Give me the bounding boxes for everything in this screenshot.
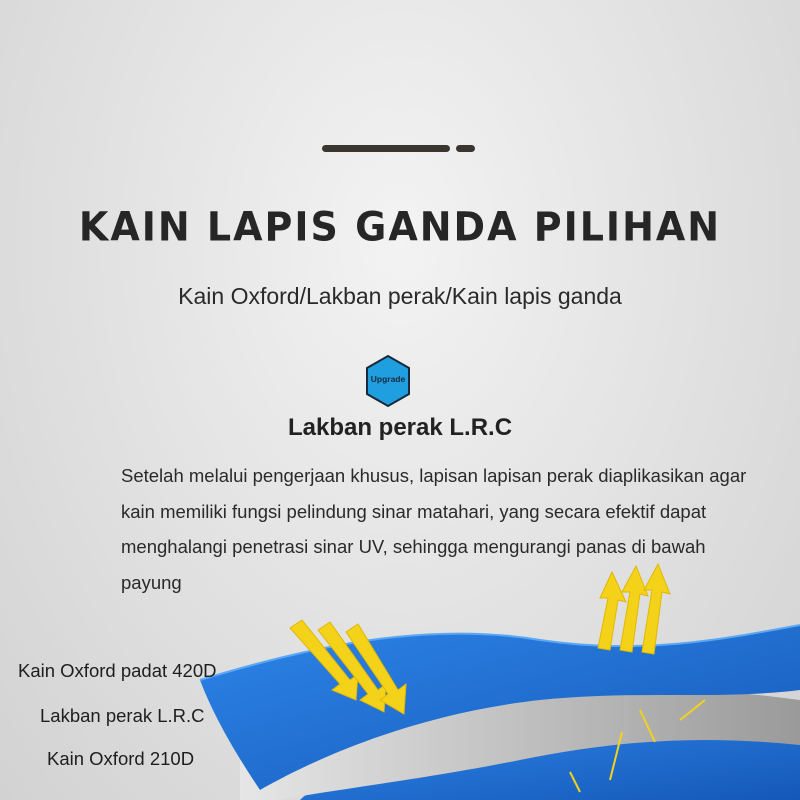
section-description: Setelah melalui pengerjaan khusus, lapisan lapisan perak diaplikasikan agar kain memiliki fungsi pelindung sinar matahari, yang secara efektif dapat menghalangi penetrasi sinar UV, sehingga mengurangi panas di bawah payung [121,465,747,593]
reflected-sun-ray-arrows [598,564,670,654]
layer-label-oxford-210d: Kain Oxford 210D [47,748,195,769]
page-title: KAIN LAPIS GANDA PILIHAN [78,203,722,251]
layer-label-oxford-420d: Kain Oxford padat 420D [18,660,217,681]
layer-label-lrc: Lakban perak L.R.C [40,705,205,726]
section-title: Lakban perak L.R.C [287,414,513,441]
upgrade-badge-label: Upgrade [370,374,406,384]
page-subtitle: Kain Oxford/Lakban perak/Kain lapis ganda [178,283,622,309]
